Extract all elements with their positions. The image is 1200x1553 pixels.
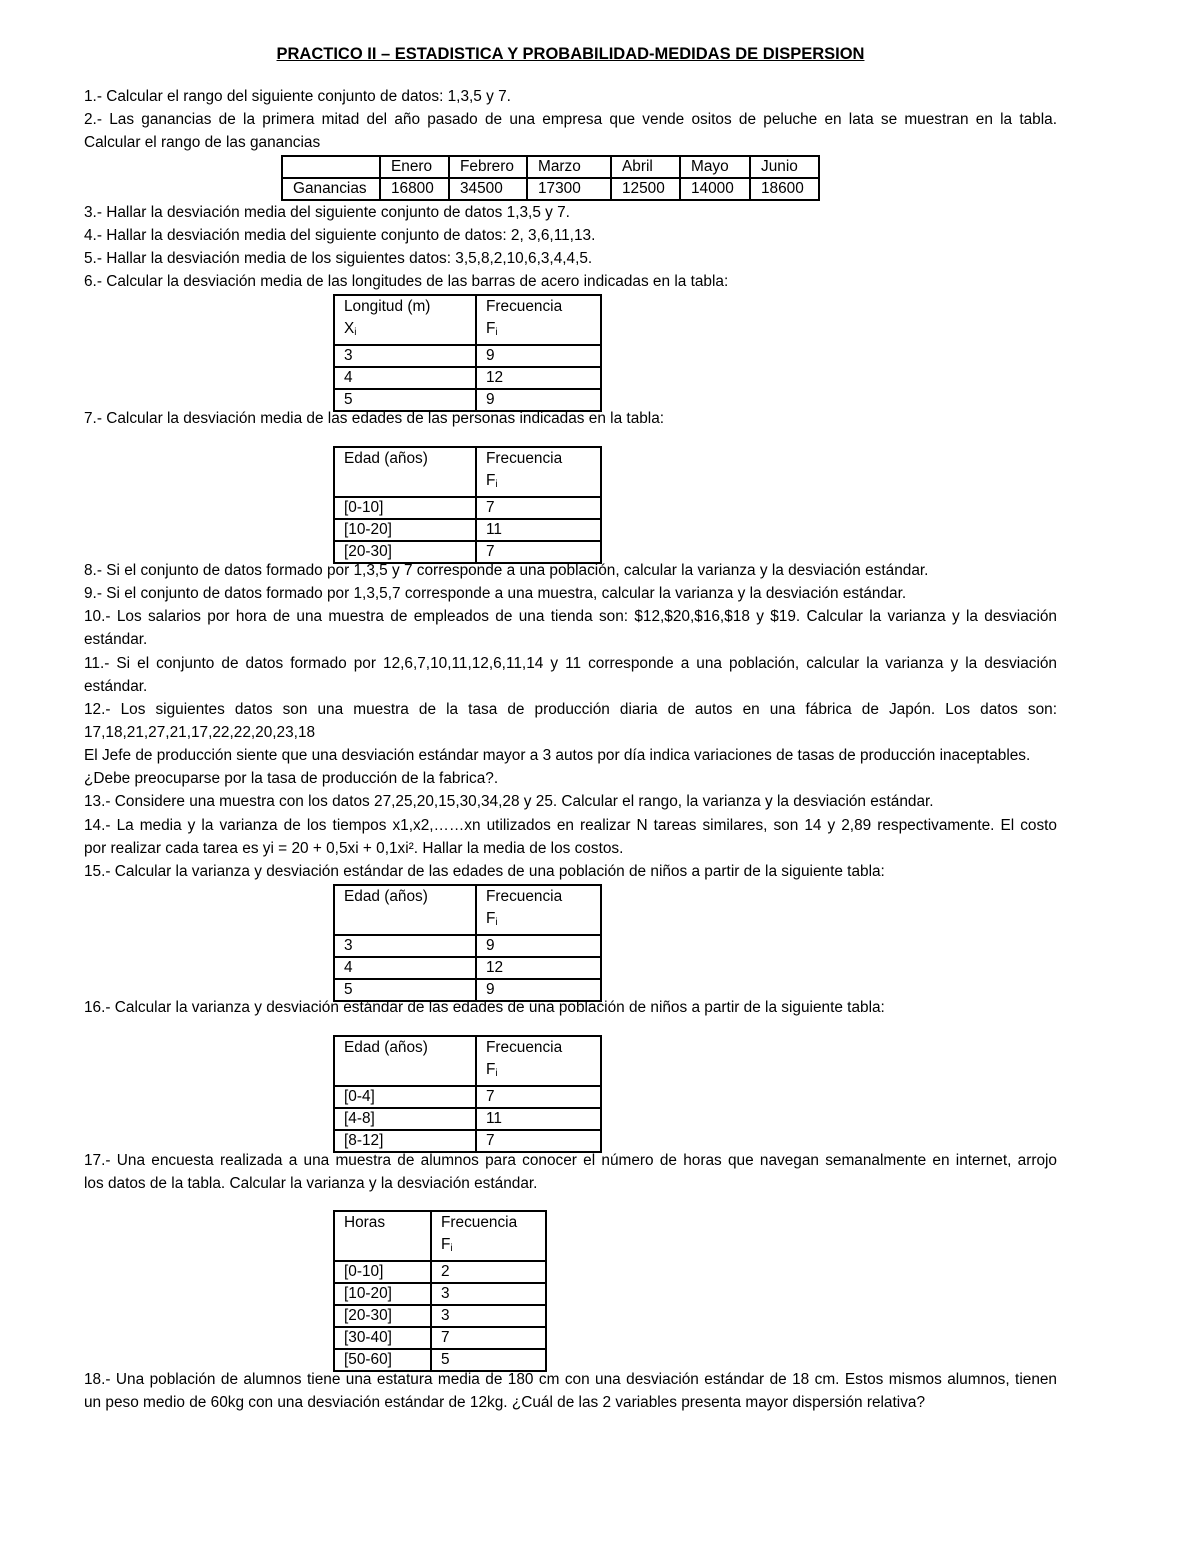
edad-table-16 bbox=[333, 1035, 602, 1153]
table-cell: 2 bbox=[431, 1261, 546, 1283]
table-row bbox=[334, 957, 601, 979]
table-cell: [0-10] bbox=[334, 497, 476, 519]
table-cell: 9 bbox=[476, 389, 601, 411]
table-cell: 14000 bbox=[680, 178, 750, 200]
exercise-9: 9.- Si el conjunto de datos formado por 1,3,5,7 corresponde a una muestra, calcular la varianza y la desviación estándar. bbox=[84, 585, 907, 602]
table-cell bbox=[282, 156, 380, 178]
table-row bbox=[334, 345, 601, 367]
longitud-table bbox=[333, 294, 602, 412]
header-symbol bbox=[344, 318, 466, 344]
table-cell: 3 bbox=[431, 1283, 546, 1305]
subscript: i bbox=[495, 327, 498, 338]
exercise-18-cont: un peso medio de 60kg con una desviación estándar de 12kg. ¿Cuál de las 2 variables presenta mayor dispersión relativa? bbox=[84, 1394, 926, 1411]
exercise-2-cont: Calcular el rango de las ganancias bbox=[84, 134, 321, 151]
table-cell: [20-30] bbox=[334, 541, 476, 563]
header-label: Frecuencia bbox=[486, 1039, 563, 1056]
table-cell: Marzo bbox=[527, 156, 611, 178]
table-cell: 3 bbox=[334, 345, 476, 367]
table-row bbox=[334, 1130, 601, 1152]
exercise-13: 13.- Considere una muestra con los datos 27,25,20,15,30,34,28 y 25. Calcular el rango, la varianza y la desviación estándar. bbox=[84, 793, 934, 810]
subscript: i bbox=[354, 327, 357, 338]
table-header-row bbox=[334, 885, 601, 935]
symbol: X bbox=[344, 320, 355, 337]
exercise-12-cont: El Jefe de producción siente que una desviación estándar mayor a 3 autos por día indica variaciones de tasas de producción inaceptables. bbox=[84, 747, 1031, 764]
exercise-3: 3.- Hallar la desviación media del siguiente conjunto de datos 1,3,5 y 7. bbox=[84, 204, 570, 221]
table-cell: 5 bbox=[431, 1349, 546, 1371]
header-label: Edad (años) bbox=[344, 888, 428, 905]
table-cell: [0-10] bbox=[334, 1261, 431, 1283]
exercise-17: 17.- Una encuesta realizada a una muestra de alumnos para conocer el número de horas que navegan semanalmente en internet, arrojo bbox=[84, 1152, 1057, 1169]
table-header-cell bbox=[476, 295, 601, 345]
table-cell: 34500 bbox=[449, 178, 527, 200]
table-row bbox=[334, 1108, 601, 1130]
table-cell: 12500 bbox=[611, 178, 680, 200]
header-symbol bbox=[441, 1234, 536, 1260]
exercise-5: 5.- Hallar la desviación media de los siguientes datos: 3,5,8,2,10,6,3,4,4,5. bbox=[84, 250, 593, 267]
table-header-cell bbox=[334, 1211, 431, 1261]
table-row bbox=[334, 1305, 546, 1327]
table-cell: Junio bbox=[750, 156, 819, 178]
ganancias-table bbox=[281, 155, 820, 201]
page-title: PRACTICO II – ESTADISTICA Y PROBABILIDAD-MEDIDAS DE DISPERSION bbox=[276, 45, 865, 63]
header-label: Frecuencia bbox=[486, 450, 563, 467]
table-header-cell bbox=[431, 1211, 546, 1261]
table-cell: 7 bbox=[476, 1086, 601, 1108]
table-header-row bbox=[334, 447, 601, 497]
table-cell: 12 bbox=[476, 367, 601, 389]
exercise-16: 16.- Calcular la varianza y desviación estándar de las edades de una población de niños a partir de la siguiente tabla: bbox=[84, 999, 885, 1016]
table-header-row bbox=[334, 295, 601, 345]
table-cell: [4-8] bbox=[334, 1108, 476, 1130]
table-cell: 7 bbox=[476, 541, 601, 563]
exercise-4: 4.- Hallar la desviación media del siguiente conjunto de datos: 2, 3,6,11,13. bbox=[84, 227, 596, 244]
table-row bbox=[282, 178, 819, 200]
exercise-1: 1.- Calcular el rango del siguiente conjunto de datos: 1,3,5 y 7. bbox=[84, 88, 511, 105]
exercise-11-cont: estándar. bbox=[84, 678, 148, 695]
table-header-cell bbox=[334, 885, 476, 935]
header-label: Horas bbox=[344, 1214, 386, 1231]
exercise-12: 12.- Los siguientes datos son una muestra de la tasa de producción diaria de autos en una fábrica de Japón. Los datos son: bbox=[84, 701, 1057, 718]
table-cell: 11 bbox=[476, 1108, 601, 1130]
table-cell: [50-60] bbox=[334, 1349, 431, 1371]
table-cell: Enero bbox=[380, 156, 449, 178]
header-label: Frecuencia bbox=[486, 298, 563, 315]
exercise-2: 2.- Las ganancias de la primera mitad del año pasado de una empresa que vende ositos de peluche en lata se muestran en la tabla. bbox=[84, 111, 1057, 128]
symbol: F bbox=[486, 472, 496, 489]
table-cell: [8-12] bbox=[334, 1130, 476, 1152]
horas-table bbox=[333, 1210, 547, 1372]
subscript: i bbox=[495, 1068, 498, 1079]
table-cell: 5 bbox=[334, 979, 476, 1001]
table-cell: 11 bbox=[476, 519, 601, 541]
header-symbol bbox=[486, 908, 591, 934]
table-cell: [0-4] bbox=[334, 1086, 476, 1108]
exercise-14: 14.- La media y la varianza de los tiempos x1,x2,……xn utilizados en realizar N tareas similares, son 14 y 2,89 respectivamente. El costo bbox=[84, 817, 1057, 834]
exercise-6: 6.- Calcular la desviación media de las longitudes de las barras de acero indicadas en la tabla: bbox=[84, 273, 729, 290]
exercise-14-cont: por realizar cada tarea es yi = 20 + 0,5xi + 0,1xi². Hallar la media de los costos. bbox=[84, 840, 624, 857]
table-cell: 7 bbox=[476, 497, 601, 519]
header-symbol bbox=[486, 470, 591, 496]
table-cell: 17300 bbox=[527, 178, 611, 200]
edad-table-7 bbox=[333, 446, 602, 564]
table-row bbox=[334, 1261, 546, 1283]
exercise-15: 15.- Calcular la varianza y desviación estándar de las edades de una población de niños a partir de la siguiente tabla: bbox=[84, 863, 885, 880]
symbol: F bbox=[486, 1061, 496, 1078]
table-cell: [20-30] bbox=[334, 1305, 431, 1327]
table-cell: 3 bbox=[334, 935, 476, 957]
exercise-12-data: 17,18,21,27,21,17,22,22,20,23,18 bbox=[84, 724, 316, 741]
header-label: Edad (años) bbox=[344, 1039, 428, 1056]
table-row bbox=[334, 935, 601, 957]
table-cell: 12 bbox=[476, 957, 601, 979]
table-cell: Mayo bbox=[680, 156, 750, 178]
header-label: Frecuencia bbox=[486, 888, 563, 905]
exercise-12-question: ¿Debe preocuparse por la tasa de producción de la fabrica?. bbox=[84, 770, 499, 787]
table-header-cell bbox=[334, 447, 476, 497]
symbol: F bbox=[441, 1236, 451, 1253]
exercise-10-cont: estándar. bbox=[84, 631, 148, 648]
header-symbol bbox=[486, 1059, 591, 1085]
subscript: i bbox=[495, 479, 498, 490]
table-cell: 4 bbox=[334, 367, 476, 389]
table-cell: 9 bbox=[476, 979, 601, 1001]
exercise-10: 10.- Los salarios por hora de una muestra de empleados de una tienda son: $12,$20,$16,$18 y $19. Calcular la varianza y la desviación bbox=[84, 608, 1057, 625]
table-cell: [10-20] bbox=[334, 1283, 431, 1305]
table-row bbox=[282, 156, 819, 178]
header-label: Frecuencia bbox=[441, 1214, 518, 1231]
table-cell: [10-20] bbox=[334, 519, 476, 541]
table-row bbox=[334, 367, 601, 389]
table-row bbox=[334, 519, 601, 541]
table-cell: 9 bbox=[476, 935, 601, 957]
table-header-cell bbox=[334, 1036, 476, 1086]
table-row bbox=[334, 1327, 546, 1349]
table-cell: Febrero bbox=[449, 156, 527, 178]
table-cell: 7 bbox=[476, 1130, 601, 1152]
symbol: F bbox=[486, 910, 496, 927]
table-row bbox=[334, 1086, 601, 1108]
table-header-cell bbox=[476, 1036, 601, 1086]
table-header-cell bbox=[334, 295, 476, 345]
symbol: F bbox=[486, 320, 496, 337]
header-label: Longitud (m) bbox=[344, 298, 431, 315]
table-cell: 7 bbox=[431, 1327, 546, 1349]
table-cell: 5 bbox=[334, 389, 476, 411]
exercise-17-cont: los datos de la tabla. Calcular la varianza y la desviación estándar. bbox=[84, 1175, 538, 1192]
table-cell: 3 bbox=[431, 1305, 546, 1327]
header-label: Edad (años) bbox=[344, 450, 428, 467]
table-cell: [30-40] bbox=[334, 1327, 431, 1349]
exercise-11: 11.- Si el conjunto de datos formado por 12,6,7,10,11,12,6,11,14 y 11 corresponde a una población, calcular la varianza y la desviación bbox=[84, 655, 1057, 672]
exercise-8: 8.- Si el conjunto de datos formado por 1,3,5 y 7 corresponde a una población, calcular la varianza y la desviación estándar. bbox=[84, 562, 929, 579]
table-cell: 16800 bbox=[380, 178, 449, 200]
table-header-row bbox=[334, 1211, 546, 1261]
header-symbol bbox=[486, 318, 591, 344]
table-header-cell bbox=[476, 885, 601, 935]
table-cell: Abril bbox=[611, 156, 680, 178]
table-row bbox=[334, 497, 601, 519]
edad-table-15 bbox=[333, 884, 602, 1002]
exercise-18: 18.- Una población de alumnos tiene una estatura media de 180 cm con una desviación estándar de 18 cm. Estos mismos alumnos, tienen bbox=[84, 1371, 1057, 1388]
exercise-7: 7.- Calcular la desviación media de las edades de las personas indicadas en la tabla: bbox=[84, 410, 665, 427]
table-row bbox=[334, 1283, 546, 1305]
subscript: i bbox=[450, 1243, 453, 1254]
table-cell: 18600 bbox=[750, 178, 819, 200]
subscript: i bbox=[495, 917, 498, 928]
table-cell: 4 bbox=[334, 957, 476, 979]
table-cell: Ganancias bbox=[282, 178, 380, 200]
table-cell: 9 bbox=[476, 345, 601, 367]
table-header-row bbox=[334, 1036, 601, 1086]
table-header-cell bbox=[476, 447, 601, 497]
table-row bbox=[334, 1349, 546, 1371]
